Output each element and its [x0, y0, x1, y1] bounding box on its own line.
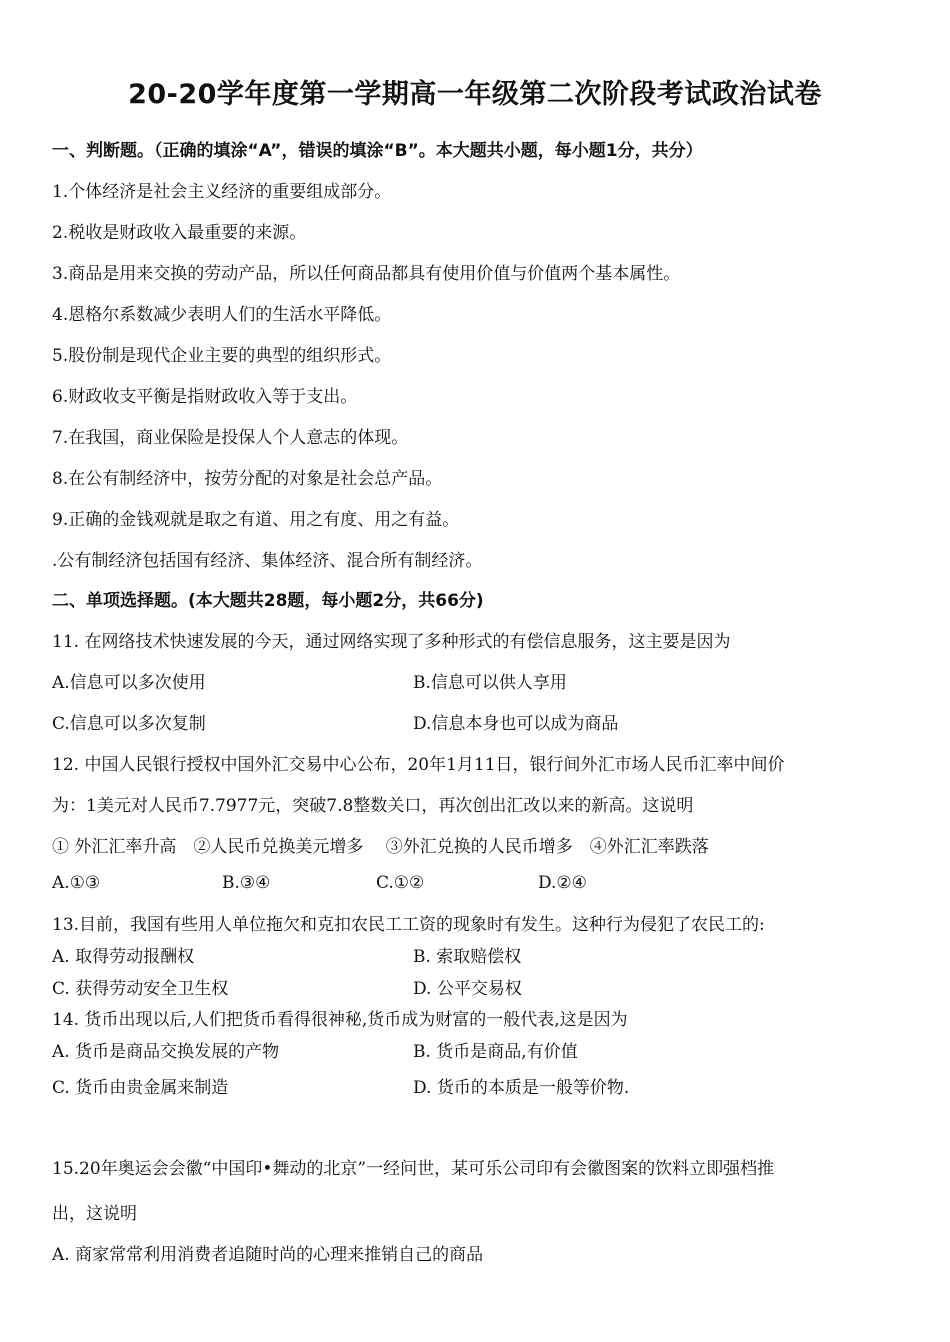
q12-option-d: D.②④: [538, 873, 587, 893]
section-2-heading: 二、单项选择题。(本大题共28题，每小题2分，共66分): [52, 591, 484, 611]
judgment-item: 3.商品是用来交换的劳动产品，所以任何商品都具有使用价值与价值两个基本属性。: [52, 264, 681, 284]
judgment-item: 7.在我国，商业保险是投保人个人意志的体现。: [52, 428, 409, 448]
q11-option-b: B.信息可以供人享用: [413, 673, 567, 693]
page-title: 20-20学年度第一学期高一年级第二次阶段考试政治试卷: [128, 79, 822, 110]
judgment-item: 9.正确的金钱观就是取之有道、用之有度、用之有益。: [52, 510, 460, 530]
judgment-item: 4.恩格尔系数减少表明人们的生活水平降低。: [52, 305, 392, 325]
q15-stem-line-1: 15.20年奥运会会徽“中国印•舞动的北京”一经问世，某可乐公司印有会徽图案的饮料立即强档推: [52, 1159, 775, 1179]
q14-option-d: D. 货币的本质是一般等价物.: [413, 1078, 630, 1098]
judgment-item: 6.财政收支平衡是指财政收入等于支出。: [52, 387, 358, 407]
q12-option-b: B.③④: [222, 873, 271, 893]
q14-option-c: C. 货币由贵金属来制造: [52, 1078, 229, 1098]
q13-option-a: A. 取得劳动报酬权: [52, 947, 195, 967]
q11-option-a: A.信息可以多次使用: [52, 673, 206, 693]
q12-option-c: C.①②: [376, 873, 425, 893]
q11-stem: 11. 在网络技术快速发展的今天，通过网络实现了多种形式的有偿信息服务，这主要是因为: [52, 632, 731, 652]
q12-option-a: A.①③: [52, 873, 101, 893]
q15-stem-line-2: 出，这说明: [52, 1204, 137, 1224]
judgment-item: 2.税收是财政收入最重要的来源。: [52, 223, 307, 243]
section-1-heading: 一、判断题。（正确的填涂“A”，错误的填涂“B”。本大题共小题，每小题1分，共分）: [52, 141, 703, 161]
judgment-item: 8.在公有制经济中，按劳分配的对象是社会总产品。: [52, 469, 443, 489]
q12-stem-line-2: 为：1美元对人民币7.7977元，突破7.8整数关口，再次创出汇改以来的新高。这说明: [52, 796, 694, 816]
judgment-item: .公有制经济包括国有经济、集体经济、混合所有制经济。: [52, 551, 483, 571]
judgment-item: 5.股份制是现代企业主要的典型的组织形式。: [52, 346, 392, 366]
q11-option-c: C.信息可以多次复制: [52, 714, 206, 734]
q13-option-d: D. 公平交易权: [413, 979, 522, 999]
q13-option-c: C. 获得劳动安全卫生权: [52, 979, 229, 999]
q11-option-d: D.信息本身也可以成为商品: [413, 714, 619, 734]
q13-option-b: B. 索取赔偿权: [413, 947, 522, 967]
q14-stem: 14. 货币出现以后,人们把货币看得很神秘,货币成为财富的一般代表,这是因为: [52, 1010, 628, 1030]
q12-statements: ① 外汇汇率升高 ②人民币兑换美元增多 ③外汇兑换的人民币增多 ④外汇汇率跌落: [52, 837, 709, 857]
q13-stem: 13.目前，我国有些用人单位拖欠和克扣农民工工资的现象时有发生。这种行为侵犯了农民工的:: [52, 915, 765, 935]
q12-stem-line-1: 12. 中国人民银行授权中国外汇交易中心公布，20年1月11日，银行间外汇市场人民币汇率中间价: [52, 755, 785, 775]
q15-option-a: A. 商家常常利用消费者追随时尚的心理来推销自己的商品: [52, 1245, 484, 1265]
judgment-item: 1.个体经济是社会主义经济的重要组成部分。: [52, 182, 392, 202]
q14-option-a: A. 货币是商品交换发展的产物: [52, 1042, 280, 1062]
q14-option-b: B. 货币是商品,有价值: [413, 1042, 578, 1062]
